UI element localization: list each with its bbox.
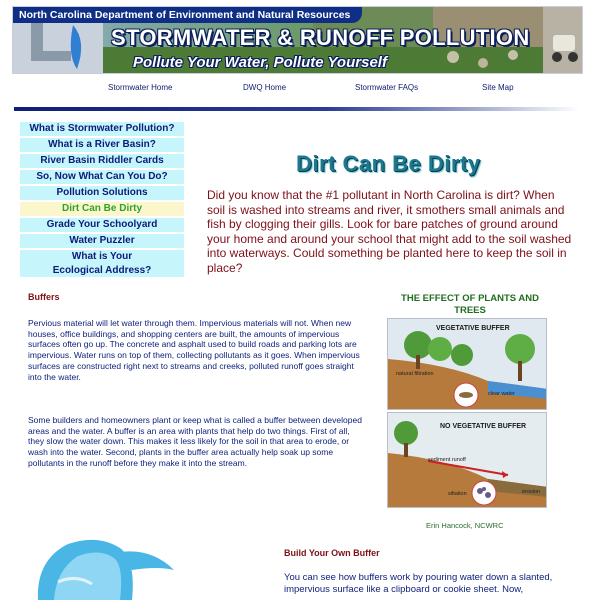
buffers-heading: Buffers [28, 292, 60, 302]
banner-title: STORMWATER & RUNOFF POLLUTION [111, 25, 530, 50]
nav-link-site-map[interactable]: Site Map [482, 83, 514, 92]
sidebar-item-label: What is Your [71, 251, 133, 262]
vegetative-buffer-illustration [388, 319, 547, 410]
page-title: Dirt Can Be Dirty [296, 151, 481, 176]
nav-link-dwq-home[interactable]: DWQ Home [243, 83, 287, 92]
sidebar-menu [20, 122, 184, 280]
build-buffer-heading: Build Your Own Buffer [284, 548, 380, 558]
header-divider [14, 107, 580, 111]
clear-water-note: clear water [488, 391, 515, 397]
sidebar-item-water-puzzler[interactable]: Water Puzzler [20, 234, 184, 248]
vegetative-buffer-label: VEGETATIVE BUFFER [436, 325, 510, 332]
figure-title: THE EFFECT OF PLANTS AND TREES [401, 293, 539, 316]
vegetative-buffer-diagram [387, 318, 547, 410]
sidebar-item-what-can-you-do[interactable]: So, Now What Can You Do? [20, 170, 184, 184]
sidebar-item-grade-schoolyard[interactable]: Grade Your Schoolyard [20, 218, 184, 232]
sidebar-item-pollution-solutions[interactable]: Pollution Solutions [20, 186, 184, 200]
sediment-runoff-note: sediment runoff [428, 457, 466, 463]
no-vegetative-buffer-diagram [387, 412, 547, 508]
sidebar-item-label: Ecological Address? [52, 264, 152, 276]
intro-paragraph: Did you know that the #1 pollutant in North Carolina is dirt? When soil is washed into streams and river, it smothers small animals and fish by clogging their gills. Look for bare patches of ground around your home and around your school that might add to the soil washed into waterways. Could something be planted here to keep the soil in place? [207, 188, 572, 275]
siltation-note: siltation [448, 491, 467, 497]
agency-name: North Carolina Department of Environment and Natural Resources [13, 7, 362, 23]
nav-link-stormwater-faqs[interactable]: Stormwater FAQs [355, 83, 419, 92]
build-buffer-paragraph: You can see how buffers work by pouring water down a slanted, impervious surface like a clipboard or cookie sheet. Now, [284, 572, 553, 595]
sidebar-item-stormwater-pollution[interactable]: What is Stormwater Pollution? [20, 122, 184, 136]
natural-filtration-note: natural filtration [396, 371, 434, 377]
sidebar-item-ecological-address[interactable] [20, 250, 184, 277]
nav-link-stormwater-home[interactable]: Stormwater Home [108, 83, 173, 92]
no-vegetative-buffer-label: NO VEGETATIVE BUFFER [440, 423, 527, 430]
water-pitcher-illustration [28, 530, 178, 600]
figure-credit: Erin Hancock, NCWRC [426, 521, 504, 530]
top-navigation [0, 83, 595, 95]
sidebar-item-riddler-cards[interactable]: River Basin Riddler Cards [20, 154, 184, 168]
buffers-paragraph-2: Some builders and homeowners plant or keep what is called a buffer between developed areas and the water. A buffer is an area with plants that help do two things. First of all, they slow the water down. This makes it less likely for the soil in that area to erode, or wash into the water. Second, plants in the buffer area actually help soak up some pollutants in the runoff before they make it into the stream. [28, 415, 362, 468]
erosion-note: erosion [522, 489, 541, 495]
banner-subtitle: Pollute Your Water, Pollute Yourself [133, 54, 387, 71]
sidebar-item-river-basin[interactable]: What is a River Basin? [20, 138, 184, 152]
header-banner [12, 6, 583, 74]
buffers-paragraph-1: Pervious material will let water through them. Impervious materials will not. When new houses, office buildings, and shopping centers are built, the amounts of impervious surfaces often go up. The concrete and asphalt used to build roads and parking lots are impervious. Water runs on top of them, collecting pollutants as it goes. When impervious surfaces are constructed right next to streams and creeks, polluted runoff goes straight into the water. [28, 318, 360, 382]
sidebar-item-dirt-can-be-dirty[interactable]: Dirt Can Be Dirty [20, 202, 184, 216]
